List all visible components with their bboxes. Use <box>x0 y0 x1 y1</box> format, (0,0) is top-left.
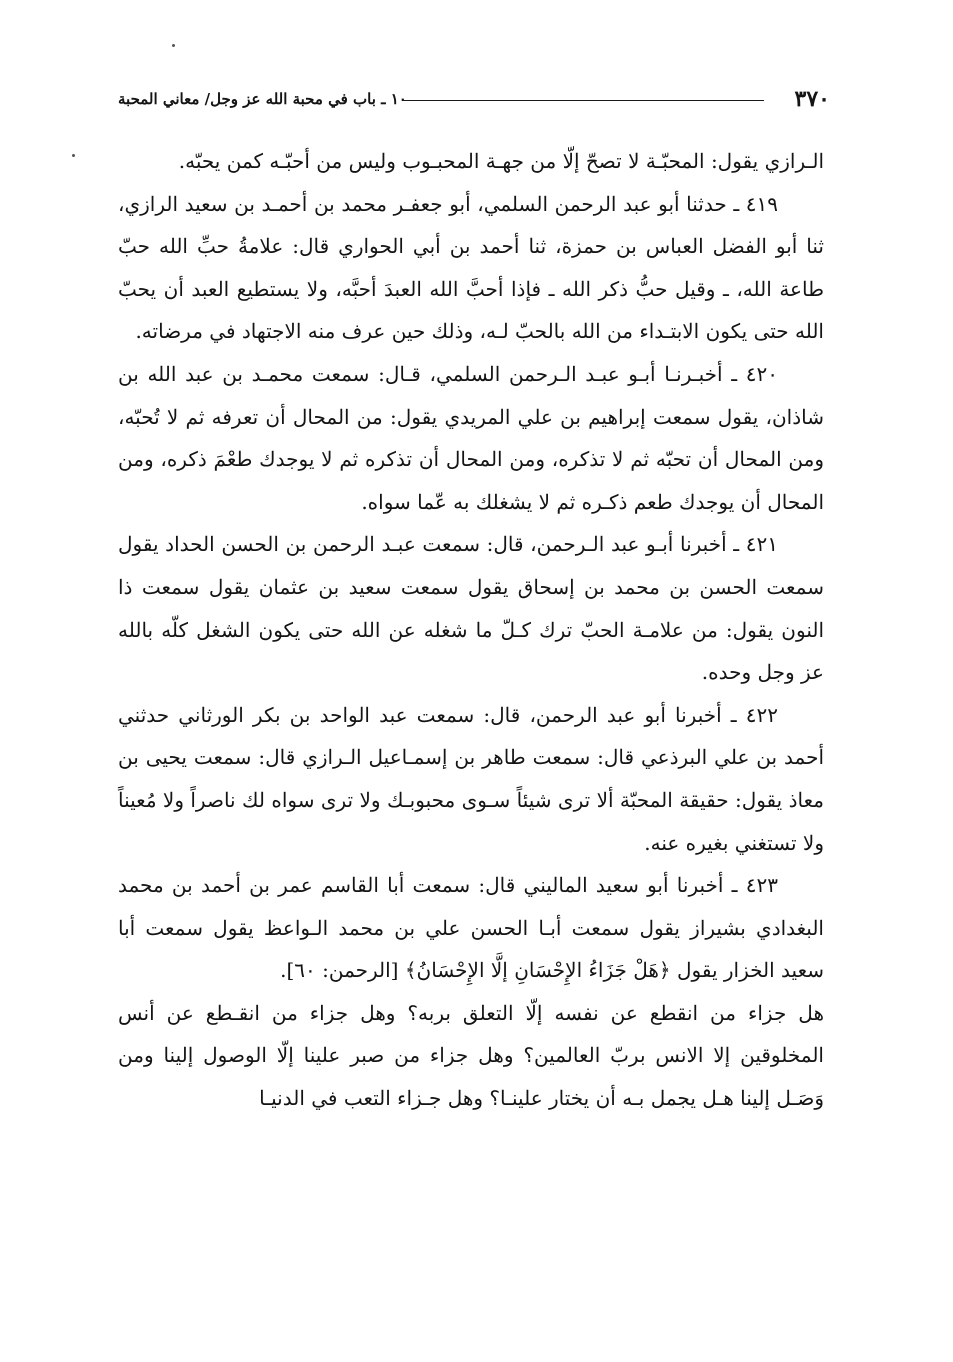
paragraph-423: ٤٢٣ ـ أخبرنا أبو سعيد الماليني قال: سمعت أبا القاسم عمر بن أحمد بن محمد البغدادي بشيراز يقول سمعت أبـا الحسن علي بن محمد الـواعظ يقول سمعت أبا سعيد الخزار يقول ﴿هَلْ جَزَاءُ الإِحْسَانِ إلَّا الإِحْسَانُ﴾ [الرحمن: ٦٠]. <box>118 873 824 983</box>
paragraph-continuation: الـرازي يقول: المحبّـة لا تصحّ إلّا من جهـة المحبـوب وليس من أحبّـه كمن يحبّه. <box>178 149 824 173</box>
page-number: ٣٧٠ <box>794 86 830 112</box>
paragraph-commentary: هل جزاء من انقطع عن نفسه إلّا التعلق بربه؟ وهل جزاء من انقـطع عن أنس المخلوقين إلا الانس بربّ العالمين؟ وهل جزاء من صبر علينا إلّا الوصول إلينا ومن وَصَـل إلينا هـل يجمل بـه أن يختار علينـا؟ وهل جـزاء التعب في الدنيـا <box>118 1000 824 1111</box>
page-header <box>118 84 830 114</box>
body-text <box>118 140 824 1120</box>
paragraph-421: ٤٢١ ـ أخبرنا أبـو عبد الـرحمن، قال: سمعت عبـد الرحمن بن الحسن الحداد يقول سمعت الحسن بن محمد بن إسحاق يقول سمعت سعيد بن عثمان يقول سمعت ذا النون يقول: من علامـة الحبّ ترك كـلّ ما شغله عن الله حتى يكون الشغل كلّه بالله عز وجل وحده. <box>118 532 824 685</box>
paragraph-420: ٤٢٠ ـ أخبـرنـا أبـو عبـد الـرحمن السلمي، قـال: سمعت محمـد بن عبد الله بن شاذان، يقول سمعت إبراهيم بن علي المريدي يقول: من المحال أن تعرفه ثم لا تُحبّه، ومن المحال أن تحبّه ثم لا تذكره، ومن المحال أن تذكره ثم لا يوجدك طعْمَ ذكره، ومن المحال أن يوجدك طعم ذكـره ثم لا يشغلك به عّما سواه. <box>118 361 824 514</box>
paragraph-419: ٤١٩ ـ حدثنا أبو عبد الرحمن السلمي، أبو جعفـر محمد بن أحمـد بن سعيد الرازي، ثنا أبو الفضل العباس بن حمزة، ثنا أحمد بن أبي الحواري قال: علامةُ حبِّ الله حبّ طاعة الله، ـ وقيل حبُّ ذكر الله ـ فإذا أحبَّ الله العبدَ أحبَّه، ولا يستطيع العبد أن يحبّ الله حتى يكون الابتـداء من الله بالحبّ لـه، وذلك حين عرف منه الاجتهاد في مرضاته. <box>118 191 824 344</box>
scan-speck <box>172 44 175 47</box>
header-rule <box>402 100 764 101</box>
paragraph-422: ٤٢٢ ـ أخبرنا أبو عبد الرحمن، قال: سمعت عبد الواحد بن بكر الورثاني حدثني أحمد بن علي البرذعي قال: سمعت طاهر بن إسمـاعيل الـرازي قال: سمعت يحيى بن معاذ يقول: حقيقة المحبّة ألا ترى شيئاً سـوى محبوبـك ولا ترى سواه لك ناصراً ولا مُعيناً ولا تستغني بغيره عنه. <box>118 702 824 855</box>
scan-speck <box>72 154 75 157</box>
running-title: ١٠ ـ باب في محبة الله عز وجل/ معاني المحبة <box>118 90 407 108</box>
